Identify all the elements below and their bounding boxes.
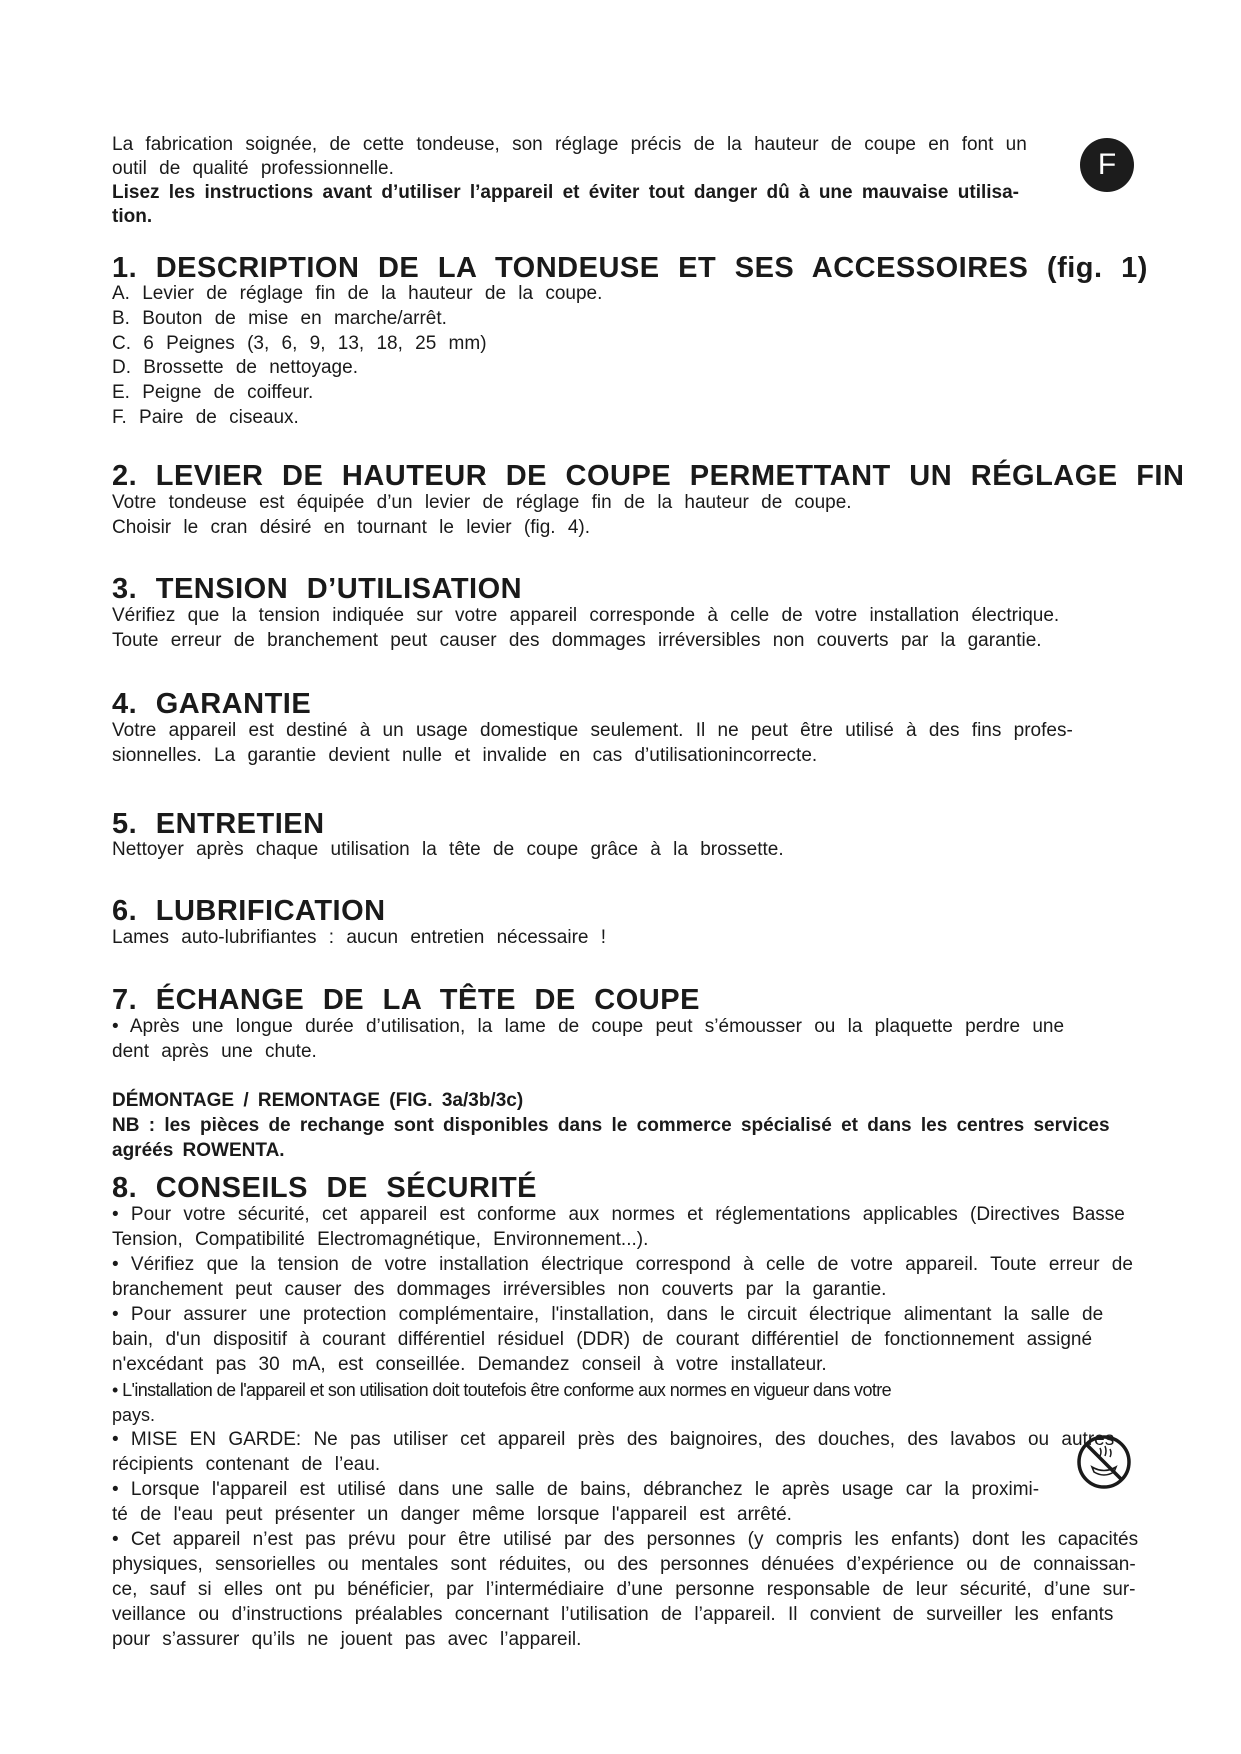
s8-line-5: • Pour assurer une protection complémentaire, l'installation, dans le circuit électrique alimentant la salle de	[112, 1304, 1104, 1325]
s8-line-10: • Lorsque l'appareil est utilisé dans une salle de bains, débranchez le après usage car la proximi-	[112, 1479, 1040, 1500]
s1-item-b: B. Bouton de mise en marche/arrêt.	[112, 308, 447, 329]
s8-line-7: n'excédant pas 30 mA, est conseillée. Demandez conseil à votre installateur.	[112, 1354, 827, 1375]
s8-line-1: • Pour votre sécurité, cet appareil est conforme aux normes et réglementations applicables (Directives Basse	[112, 1204, 1125, 1225]
s7-line-1: • Après une longue durée d’utilisation, la lame de coupe peut s’émousser ou la plaquette perdre une	[112, 1016, 1065, 1037]
section-2-heading: 2. LEVIER DE HAUTEUR DE COUPE PERMETTANT UN RÉGLAGE FIN	[112, 460, 1185, 492]
s8-line-16: pour s’assurer qu’ils ne jouent pas avec l’appareil.	[112, 1629, 582, 1650]
s8-line-14: ce, sauf si elles ont pu bénéficier, par l’intermédiaire d’une personne responsable de leur sécurité, d’une sur-	[112, 1579, 1136, 1600]
s8-line-4: branchement peut causer des dommages irréversibles non couverts par la garantie.	[112, 1279, 887, 1300]
s7-note-line-1: NB : les pièces de rechange sont disponibles dans le commerce spécialisé et dans les centres services	[112, 1115, 1110, 1136]
section-3-heading: 3. TENSION D’UTILISATION	[112, 573, 523, 605]
intro-line-2: outil de qualité professionnelle.	[112, 158, 394, 179]
s8-condensed-line-1: • L'installation de l'appareil et son utilisation doit toutefois être conforme aux normes en vigueur dans votre	[112, 1380, 892, 1400]
s7-line-2: dent après une chute.	[112, 1041, 317, 1062]
s8-line-2: Tension, Compatibilité Electromagnétique, Environnement...).	[112, 1229, 649, 1250]
s8-condensed-line-2: pays.	[112, 1405, 156, 1425]
s8-line-8: • MISE EN GARDE: Ne pas utiliser cet appareil près des baignoires, des douches, des lavabos ou autres	[112, 1429, 1115, 1450]
s8-line-11: té de l'eau peut présenter un danger même lorsque l'appareil est arrêté.	[112, 1504, 792, 1525]
s1-item-a: A. Levier de réglage fin de la hauteur de la coupe.	[112, 283, 603, 304]
s7-disassembly-heading: DÉMONTAGE / REMONTAGE (FIG. 3a/3b/3c)	[112, 1090, 524, 1111]
language-badge	[1080, 138, 1134, 192]
intro-line-1: La fabrication soignée, de cette tondeuse, son réglage précis de la hauteur de coupe en font un	[112, 134, 1027, 155]
s8-line-9: récipients contenant de l’eau.	[112, 1454, 381, 1475]
s1-item-f: F. Paire de ciseaux.	[112, 407, 299, 428]
intro-warning-line-2: tion.	[112, 206, 153, 227]
s1-item-c: C. 6 Peignes (3, 6, 9, 13, 18, 25 mm)	[112, 333, 487, 354]
s3-line-1: Vérifiez que la tension indiquée sur votre appareil corresponde à celle de votre installation électrique.	[112, 605, 1060, 626]
intro-warning-line-1: Lisez les instructions avant d’utiliser l’appareil et éviter tout danger dû à une mauvaise utilisa-	[112, 182, 1020, 203]
s7-note-line-2: agréés ROWENTA.	[112, 1140, 285, 1161]
section-5-heading: 5. ENTRETIEN	[112, 808, 325, 840]
section-8-heading: 8. CONSEILS DE SÉCURITÉ	[112, 1172, 538, 1204]
s8-line-3: • Vérifiez que la tension de votre installation électrique correspond à celle de votre appareil. Toute erreur de	[112, 1254, 1133, 1275]
s8-line-13: physiques, sensorielles ou mentales sont réduites, ou des personnes dénuées d’expérience ou de connaissan-	[112, 1554, 1136, 1575]
s6-line-1: Lames auto-lubrifiantes : aucun entretien nécessaire !	[112, 927, 607, 948]
s2-line-2: Choisir le cran désiré en tournant le levier (fig. 4).	[112, 517, 591, 538]
document-page	[112, 133, 1210, 1733]
s2-line-1: Votre tondeuse est équipée d’un levier de réglage fin de la hauteur de coupe.	[112, 492, 852, 513]
section-4-heading: 4. GARANTIE	[112, 688, 312, 720]
language-badge-letter: F	[1097, 148, 1117, 181]
no-water-icon	[1076, 1434, 1132, 1490]
s4-line-1: Votre appareil est destiné à un usage domestique seulement. Il ne peut être utilisé à des fins profes-	[112, 720, 1073, 741]
s1-item-d: D. Brossette de nettoyage.	[112, 357, 358, 378]
s3-line-2: Toute erreur de branchement peut causer des dommages irréversibles non couverts par la garantie.	[112, 630, 1042, 651]
s4-line-2: sionnelles. La garantie devient nulle et invalide en cas d’utilisationincorrecte.	[112, 745, 818, 766]
s8-line-15: veillance ou d’instructions préalables concernant l’utilisation de l’appareil. Il convient de surveiller les enfants	[112, 1604, 1114, 1625]
section-7-heading: 7. ÉCHANGE DE LA TÊTE DE COUPE	[112, 984, 700, 1016]
s1-item-e: E. Peigne de coiffeur.	[112, 382, 314, 403]
s8-line-6: bain, d'un dispositif à courant différentiel résiduel (DDR) de courant différentiel de fonctionnement assigné	[112, 1329, 1093, 1350]
s8-line-12: • Cet appareil n’est pas prévu pour être utilisé par des personnes (y compris les enfants) dont les capacités	[112, 1529, 1139, 1550]
section-1-heading: 1. DESCRIPTION DE LA TONDEUSE ET SES ACCESSOIRES (fig. 1)	[112, 252, 1148, 284]
s5-line-1: Nettoyer après chaque utilisation la tête de coupe grâce à la brossette.	[112, 839, 784, 860]
section-6-heading: 6. LUBRIFICATION	[112, 895, 386, 927]
